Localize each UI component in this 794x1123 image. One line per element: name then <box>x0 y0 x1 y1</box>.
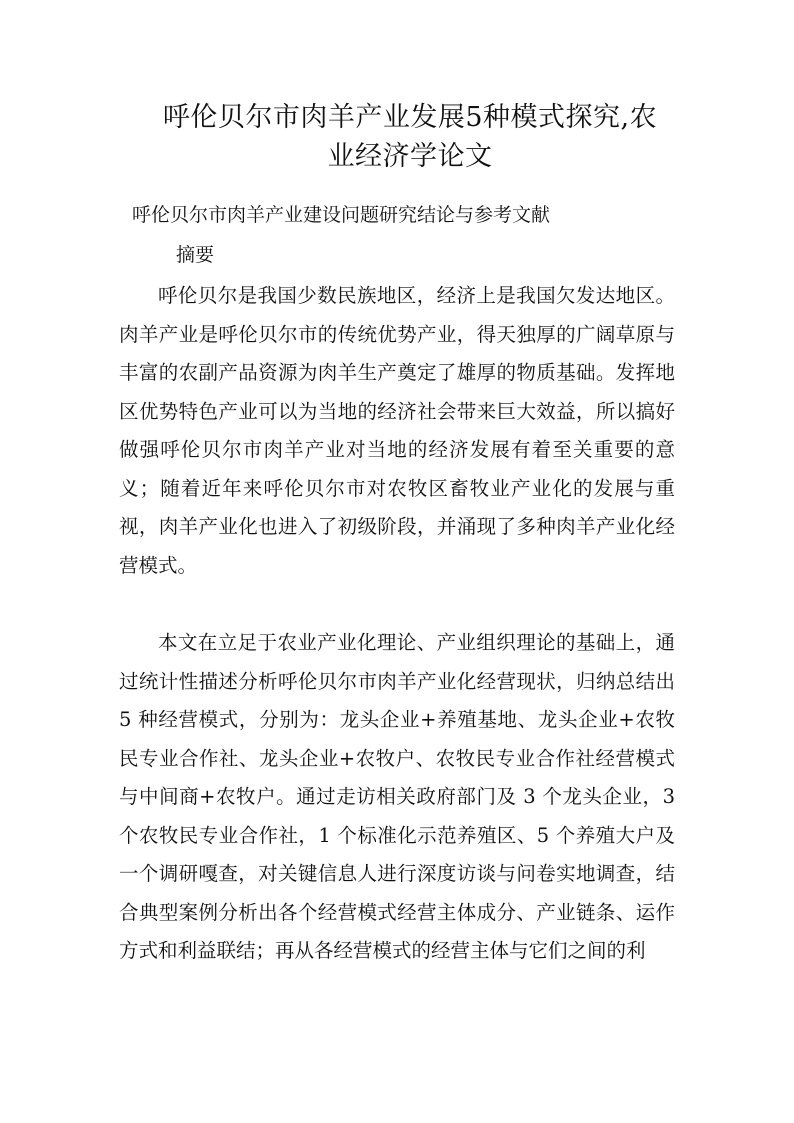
document-subtitle: 呼伦贝尔市肉羊产业建设问题研究结论与参考文献 <box>132 204 551 226</box>
document-title: 呼伦贝尔市肉羊产业发展5种模式探究,农业经济学论文 <box>162 102 658 172</box>
abstract-paragraph: 呼伦贝尔是我国少数民族地区，经济上是我国欠发达地区。肉羊产业是呼伦贝尔市的传统优势产业，得天独厚的广阔草原与丰富的农副产品资源为肉羊生产奠定了雄厚的物质基础。发挥地区优势特色产业可以为当地的经济社会带来巨大效益，所以搞好做强呼伦贝尔市肉羊产业对当地的经济发展有着至关重要的意义；随着近年来呼伦贝尔市对农牧区畜牧业产业化的发展与重视，肉羊产业化也进入了初级阶段，并涌现了多种肉羊产业化经营模式。 <box>119 284 675 577</box>
abstract-paragraph: 本文在立足于农业产业化理论、产业组织理论的基础上，通过统计性描述分析呼伦贝尔市肉羊产业化经营现状，归纳总结出 5 种经营模式，分别为：龙头企业+养殖基地、龙头企业+农牧民专业合作社、龙头企业+农牧户、农牧民专业合作社经营模式与中间商+农牧户。通过走访相关政府部门及 3 个龙头企业，3 个农牧民专业合作社，1 个标准化示范养殖区、5 个养殖大户及一个调研嘎查，对关键信息人进行深度访谈与问卷实地调查，结合典型案例分析出各个经营模式经营主体成分、产业链条、运作方式和利益联结；再从各经营模式的经营主体与它们之间的利 <box>119 631 675 962</box>
abstract-heading: 摘要 <box>176 244 215 266</box>
